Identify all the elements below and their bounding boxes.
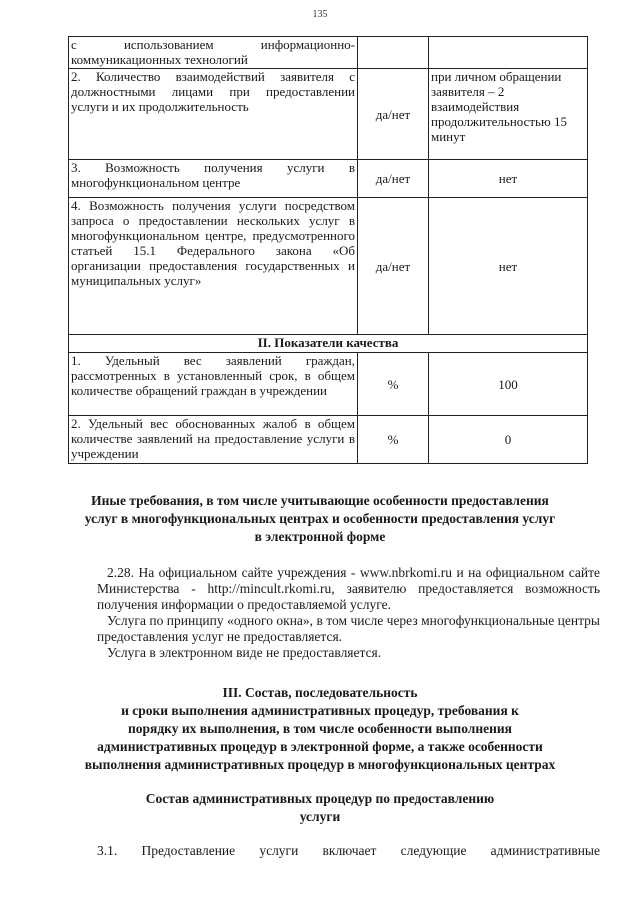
indicator-name: 2. Количество взаимодействий заявителя с должностными лицами при предоставлении услуги и их продолжительность [69, 69, 358, 160]
indicator-unit: % [358, 416, 429, 464]
indicator-unit: да/нет [358, 198, 429, 335]
table-row [69, 69, 588, 160]
indicator-unit: % [358, 353, 429, 416]
paragraph-3-1: 3.1. Предоставление услуги включает следующие административные [97, 843, 600, 858]
indicator-name: 4. Возможность получения услуги посредством запроса о предоставлении нескольких услуг в многофункциональном центре, предусмотренного статьей 15.1 Федерального закона «Об организации предоставления государственных и муниципальных услуг» [69, 198, 358, 335]
section-heading-other-requirements: Иные требования, в том числе учитывающие особенности предоставления услуг в многофункциональных центрах и особенности предоставления услуг в электронной форме [84, 493, 556, 544]
indicator-value: при личном обращении заявителя – 2 взаимодействия продолжительностью 15 минут [429, 69, 588, 160]
table-row [69, 160, 588, 198]
section-title: II. Показатели качества [69, 335, 588, 353]
table-row [69, 416, 588, 464]
section-row [69, 335, 588, 353]
paragraph-block [97, 565, 600, 661]
indicator-name: 2. Удельный вес обоснованных жалоб в общем количестве заявлений на предоставление услуги в учреждении [69, 416, 358, 464]
indicator-name: 3. Возможность получения услуги в многофункциональном центре [69, 160, 358, 198]
indicator-value: нет [429, 198, 588, 335]
indicator-name: 1. Удельный вес заявлений граждан, рассмотренных в установленный срок, в общем количестве обращений граждан в учреждении [69, 353, 358, 416]
table-row [69, 37, 588, 69]
table-row [69, 198, 588, 335]
section-heading-procedures: III. Состав, последовательность и сроки выполнения административных процедур, требования к порядку их выполнения, в том числе особенности выполнения административных процедур в электронной форме, а также особенности выполнения административных процедур в многофункциональных центрах [84, 685, 556, 772]
indicator-unit [358, 37, 429, 69]
indicators-table [68, 36, 588, 464]
paragraph-electronic: Услуга в электронном виде не предоставляется. [107, 645, 382, 660]
indicator-name: с использованием информационно-коммуникационных технологий [69, 37, 358, 69]
indicator-unit: да/нет [358, 160, 429, 198]
indicator-value [429, 37, 588, 69]
indicator-value: нет [429, 160, 588, 198]
indicator-unit: да/нет [358, 69, 429, 160]
indicator-value: 100 [429, 353, 588, 416]
indicator-value: 0 [429, 416, 588, 464]
table-row [69, 353, 588, 416]
subheading-procedure-list: Состав административных процедур по предоставлению услуги [145, 791, 495, 824]
page-number: 135 [312, 9, 328, 20]
paragraph-2-28: 2.28. На официальном сайте учреждения - www.nbrkomi.ru и на официальном сайте Министерства - http://mincult.rkomi.ru, заявителю предоставляется возможность получения информации о предоставляемой услуге. [97, 565, 600, 612]
paragraph-one-window: Услуга по принципу «одного окна», в том числе через многофункциональные центры предоставления услуг не предоставляется. [97, 613, 600, 644]
